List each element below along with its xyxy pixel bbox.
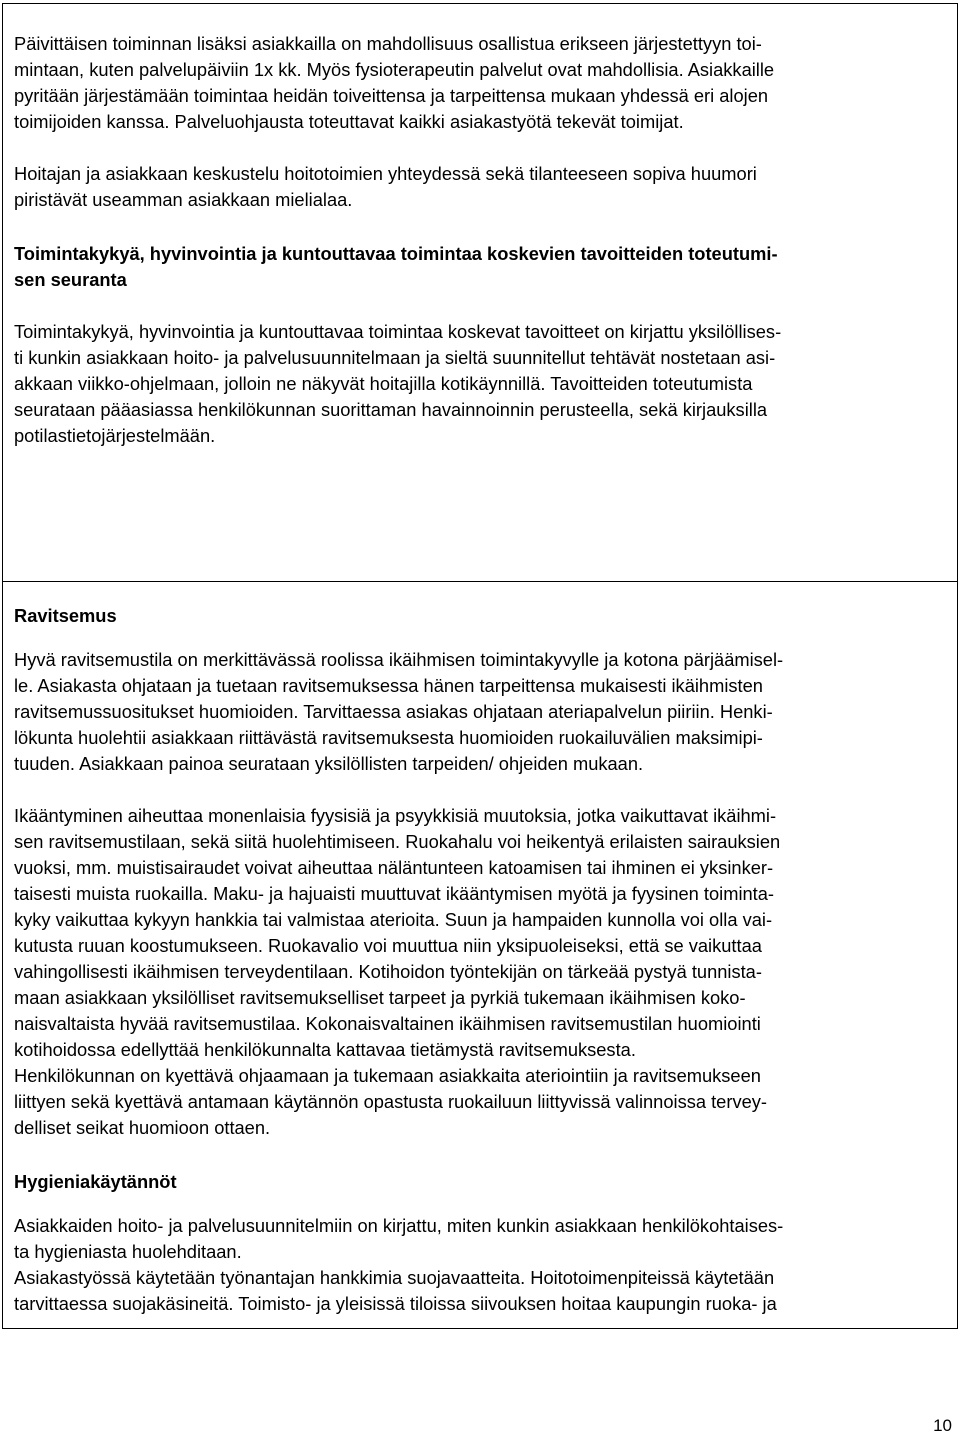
text-line: ravitsemussuositukset huomioiden. Tarvittaessa asiakas ohjataan ateriapalvelun piiriin. Henki- — [14, 701, 773, 722]
text-line: akkaan viikko-ohjelmaan, jolloin ne näkyvät hoitajilla kotikäynnillä. Tavoitteiden toteutumista — [14, 373, 753, 394]
text-line: piristävät useamman asiakkaan mielialaa. — [14, 189, 353, 210]
text-line: Toimintakykyä, hyvinvointia ja kuntouttavaa toimintaa koskevat tavoitteet on kirjattu yksilöllises- — [14, 321, 782, 342]
text-line: tarvittaessa suojakäsineitä. Toimisto- ja yleisissä tiloissa siivouksen hoitaa kaupungin ruoka- ja — [14, 1293, 777, 1314]
text-line: taisesti muista ruokailla. Maku- ja hajuaisti muuttuvat ikääntymisen myötä ja fyysinen toiminta- — [14, 883, 775, 904]
nutrition-paragraph-2 — [14, 803, 947, 1141]
nutrition-heading: Ravitsemus — [14, 605, 117, 626]
text-line: Päivittäisen toiminnan lisäksi asiakkailla on mahdollisuus osallistua erikseen järjestettyyn toi- — [14, 33, 762, 54]
text-line: ta hygieniasta huolehditaan. — [14, 1241, 242, 1262]
text-line: kutusta ruuan koostumukseen. Ruokavalio voi muuttua niin yksipuoleiseksi, että se vaikuttaa — [14, 935, 762, 956]
text-line: Asiakkaiden hoito- ja palvelusuunnitelmiin on kirjattu, miten kunkin asiakkaan henkilökohtaises- — [14, 1215, 784, 1236]
text-line: Hoitajan ja asiakkaan keskustelu hoitotoimien yhteydessä sekä tilanteeseen sopiva huumori — [14, 163, 757, 184]
text-line: toimijoiden kanssa. Palveluohjausta toteuttavat kaikki asiakastyötä tekevät toimijat. — [14, 111, 684, 132]
heading-line: sen seuranta — [14, 269, 127, 290]
hygiene-heading: Hygieniakäytännöt — [14, 1171, 177, 1192]
activities-paragraph-2 — [14, 161, 947, 213]
text-line: pyritään järjestämään toimintaa heidän toiveittensa ja tarpeittensa mukaan yhdessä eri alojen — [14, 85, 769, 106]
text-line: sen ravitsemustilaan, sekä siitä huolehtimiseen. Ruokahalu voi heikentyä erilaisten sairauksien — [14, 831, 781, 852]
text-line: Ikääntyminen aiheuttaa monenlaisia fyysisiä ja psyykkisiä muutoksia, jotka vaikuttavat ikäihmi- — [14, 805, 777, 826]
text-line: kotihoidossa edellyttää henkilökunnalta kattavaa tietämystä ravitsemuksesta. — [14, 1039, 636, 1060]
monitoring-paragraph — [14, 319, 947, 449]
text-line: vahingollisesti ikäihmisen terveydentilaan. Kotihoidon työntekijän on tärkeää pystyä tunnista- — [14, 961, 762, 982]
text-line: delliset seikat huomioon ottaen. — [14, 1117, 271, 1138]
monitoring-heading — [14, 241, 947, 293]
nutrition-paragraph-1 — [14, 647, 947, 777]
text-line: maan asiakkaan yksilölliset ravitsemukselliset tarpeet ja pyrkiä tukemaan ikäihmisen koko- — [14, 987, 746, 1008]
page-number: 10 — [933, 1416, 952, 1435]
text-line: tuuden. Asiakkaan painoa seurataan yksilöllisten tarpeiden/ ohjeiden mukaan. — [14, 753, 644, 774]
text-line: Hyvä ravitsemustila on merkittävässä roolissa ikäihmisen toimintakyvylle ja kotona pärjäämisel- — [14, 649, 784, 670]
text-line: lökunta huolehtii asiakkaan riittävästä ravitsemuksesta huomioiden ruokailuvälien maksimipi- — [14, 727, 763, 748]
text-line: potilastietojärjestelmään. — [14, 425, 216, 446]
text-line: ti kunkin asiakkaan hoito- ja palvelusuunnitelmaan ja sieltä suunnitellut tehtävät nostetaan asi- — [14, 347, 776, 368]
text-line: vuoksi, mm. muistisairaudet voivat aiheuttaa näläntunteen katoamisen tai ihminen ei yksinker- — [14, 857, 774, 878]
text-line: Henkilökunnan on kyettävä ohjaamaan ja tukemaan asiakkaita ateriointiin ja ravitsemukseen — [14, 1065, 761, 1086]
text-line: seurataan pääasiassa henkilökunnan suorittaman havainnoinnin perusteella, sekä kirjauksilla — [14, 399, 768, 420]
text-line: Asiakastyössä käytetään työnantajan hankkimia suojavaatteita. Hoitotoimenpiteissä käytetään — [14, 1267, 775, 1288]
activities-paragraph-1 — [14, 31, 947, 135]
text-line: liittyen sekä kyettävä antamaan käytännön opastusta ruokailuun liittyvissä valinnoissa tervey- — [14, 1091, 767, 1112]
text-line: kyky vaikuttaa kykyyn hankkia tai valmistaa aterioita. Suun ja hampaiden kunnolla voi olla vai- — [14, 909, 773, 930]
text-line: naisvaltaista hyvää ravitsemustilaa. Kokonaisvaltainen ikäihmisen ravitsemustilan huomiointi — [14, 1013, 761, 1034]
upper-section-box — [2, 3, 958, 582]
text-line: le. Asiakasta ohjataan ja tuetaan ravitsemuksessa hänen tarpeittensa mukaisesti ikäihmisten — [14, 675, 763, 696]
heading-line: Toimintakykyä, hyvinvointia ja kuntouttavaa toimintaa koskevien tavoitteiden toteutumi- — [14, 243, 778, 264]
lower-section-box — [2, 581, 958, 1329]
hygiene-paragraph — [14, 1213, 947, 1317]
text-line: mintaan, kuten palvelupäiviin 1x kk. Myös fysioterapeutin palvelut ovat mahdollisia. Asiakkaille — [14, 59, 775, 80]
